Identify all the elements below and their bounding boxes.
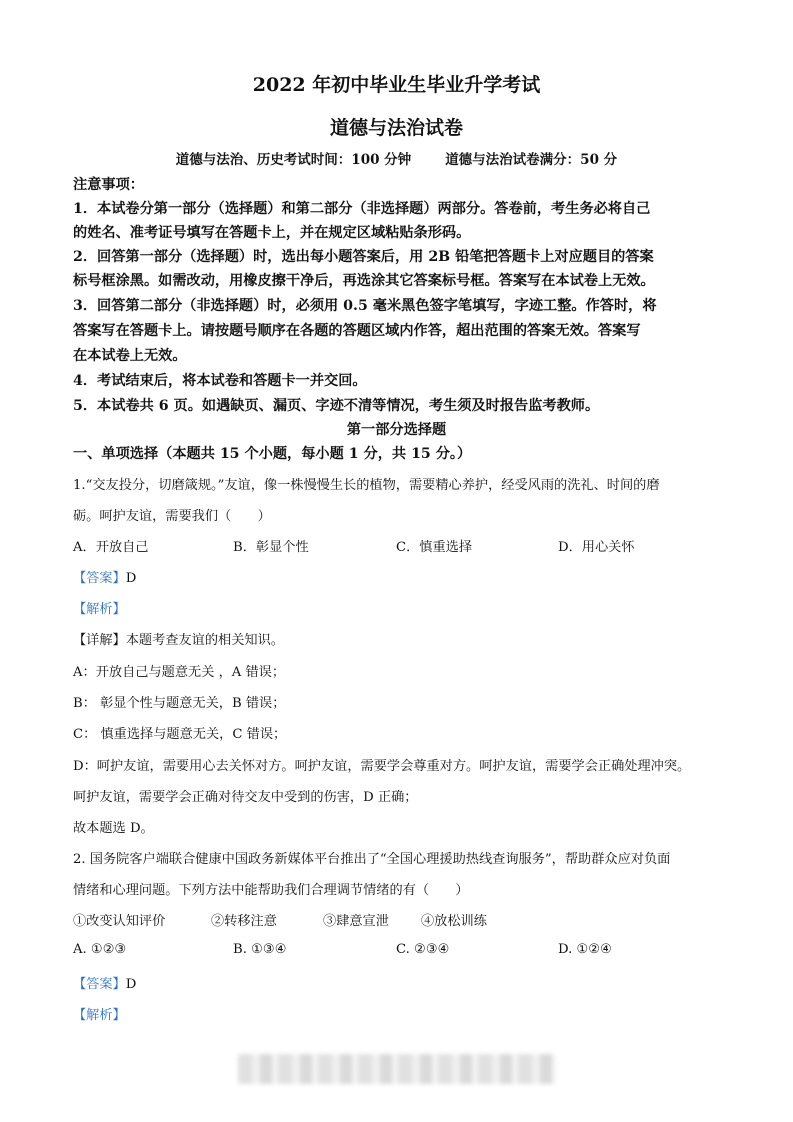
- q1-analysis-tag: 【解析】: [73, 602, 126, 617]
- notice-line: 3．回答第二部分（非选择题）时，必须用 0.5 毫米黑色签字笔填写，字迹工整。作答时，将: [73, 298, 657, 314]
- answer-tag: 【答案】: [73, 571, 126, 586]
- q1-explain-b: B： 彰显个性与题意无关，B 错误；: [73, 696, 286, 711]
- answer-tag: 【答案】: [73, 977, 126, 992]
- q2-stem-line2: 情绪和心理问题。下列方法中能帮助我们合理调节情绪的有（ ）: [73, 883, 469, 898]
- exam-title: 2022 年初中毕业生毕业升学考试: [252, 74, 541, 96]
- q1-conclusion: 故本题选 D。: [73, 821, 154, 836]
- q2-option-b: B. ①③④: [233, 942, 287, 957]
- q2-item-3: ③肆意宣泄: [323, 914, 389, 929]
- q1-option-a: A．开放自己: [73, 540, 149, 555]
- blurred-footer-watermark: [238, 1054, 556, 1084]
- answer-value: D: [125, 977, 137, 992]
- detail-tag: 【详解】: [73, 633, 126, 648]
- q1-explain-a: A：开放自己与题意无关 ，A 错误；: [73, 665, 286, 680]
- q1-option-b: B．彰显个性: [233, 540, 309, 555]
- part1-heading: 第一部分选择题: [346, 422, 447, 438]
- exam-info: [0, 148, 793, 168]
- q1-answer: [73, 567, 136, 586]
- q2-option-c: C. ②③④: [396, 942, 450, 957]
- notice-line: 答案写在答题卡上。请按题号顺序在各题的答题区域内作答，超出范围的答案无效。答案写: [73, 323, 641, 339]
- notice-line: 标号框涂黑。如需改动，用橡皮擦干净后，再选涂其它答案标号框。答案写在本试卷上无效。: [73, 273, 655, 289]
- notice-line: 4．考试结束后，将本试卷和答题卡一并交回。: [73, 373, 367, 389]
- q2-item-2: ②转移注意: [211, 914, 277, 929]
- notice-line: 的姓名、准考证号填写在答题卡上，并在规定区域粘贴条形码。: [73, 225, 471, 241]
- exam-score: 道德与法治试卷满分：50 分: [445, 152, 618, 168]
- q1-explain-d: D：呵护友谊，需要用心去关怀对方。呵护友谊，需要学会尊重对方。呵护友谊，需要学会正确处理冲突。: [73, 759, 691, 774]
- notice-heading: 注意事项：: [73, 177, 144, 193]
- notice-line: 1．本试卷分第一部分（选择题）和第二部分（非选择题）两部分。答卷前，考生务必将自己: [73, 201, 651, 217]
- notice-line: 5．本试卷共 6 页。如遇缺页、漏页、字迹不清等情况，考生须及时报告监考教师。: [73, 398, 600, 414]
- q2-analysis-tag: 【解析】: [73, 1008, 126, 1023]
- q1-stem-line1: 1.“交友投分，切磨箴规。”友谊，像一株慢慢生长的植物，需要精心养护，经受风雨的洗礼、时间的磨: [73, 478, 660, 493]
- q2-answer: [73, 973, 136, 992]
- q1-stem-line2: 砺。呵护友谊，需要我们（ ）: [73, 509, 271, 524]
- section-heading: 一、单项选择（本题共 15 个小题，每小题 1 分，共 15 分。）: [73, 446, 472, 462]
- q1-explain-d-cont: 呵护友谊，需要学会正确对待交友中受到的伤害，D 正确；: [73, 790, 418, 805]
- q2-item-1: ①改变认知评价: [73, 914, 166, 929]
- answer-value: D: [125, 571, 137, 586]
- q2-option-a: A. ①②③: [73, 942, 127, 957]
- q2-option-d: D. ①②④: [558, 942, 612, 957]
- detail-text: 本题考查友谊的相关知识。: [125, 633, 284, 648]
- exam-time: 道德与法治、历史考试时间：100 分钟: [175, 152, 412, 168]
- exam-subtitle: 道德与法治试卷: [329, 117, 463, 139]
- notice-line: 在本试卷上无效。: [73, 348, 187, 364]
- q1-explain-c: C： 慎重选择与题意无关，C 错误；: [73, 727, 287, 742]
- q2-stem-line1: 2. 国务院客户端联合健康中国政务新媒体平台推出了“全国心理援助热线查询服务”，帮助群众应对负面: [73, 852, 671, 867]
- notice-line: 2．回答第一部分（选择题）时，选出每小题答案后，用 2B 铅笔把答题卡上对应题目的答案: [73, 249, 654, 265]
- q1-option-d: D．用心关怀: [558, 540, 635, 555]
- q1-detail: [73, 629, 284, 648]
- q1-option-c: C．慎重选择: [396, 540, 473, 555]
- q2-item-4: ④放松训练: [421, 914, 487, 929]
